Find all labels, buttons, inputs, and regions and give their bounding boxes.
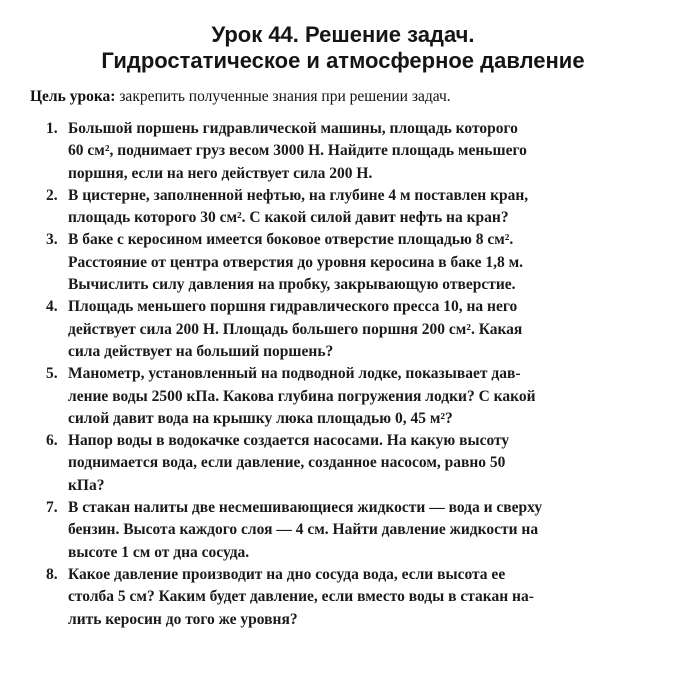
problem-text-line: В баке с керосином имеется боковое отверстие площадью 8 см².: [68, 231, 514, 249]
problem-text-line: высоте 1 см от дна сосуда.: [68, 543, 250, 561]
lesson-goal: [30, 86, 670, 108]
problem-text-line: силой давит вода на крышку люка площадью 0, 45 м²?: [68, 409, 453, 427]
problem-item: [46, 363, 666, 430]
problem-number: 7.: [46, 499, 58, 517]
problem-list: [46, 118, 666, 631]
problem-number: 6.: [46, 432, 58, 450]
problem-text-line: Вычислить силу давления на пробку, закрывающую отверстие.: [68, 276, 516, 294]
problem-text-line: кПа?: [68, 476, 105, 494]
problem-text-line: Какое давление производит на дно сосуда вода, если высота ее: [68, 565, 506, 583]
problem-item: [46, 564, 666, 631]
problem-item: [46, 430, 666, 497]
problem-text-line: поршня, если на него действует сила 200 Н.: [68, 164, 373, 182]
problem-text-line: Площадь меньшего поршня гидравлического пресса 10, на него: [68, 298, 518, 316]
problem-text-line: столба 5 см? Каким будет давление, если вместо воды в стакан на-: [68, 588, 534, 606]
problem-number: 5.: [46, 365, 58, 383]
problem-text-line: Манометр, установленный на подводной лодке, показывает дав-: [68, 365, 521, 383]
lesson-subtitle: Гидростатическое и атмосферное давление: [101, 48, 585, 73]
problem-text-line: поднимается вода, если давление, созданное насосом, равно 50: [68, 454, 506, 472]
problem-text-line: Большой поршень гидравлической машины, площадь которого: [68, 120, 518, 137]
problem-text-line: лить керосин до того же уровня?: [68, 610, 298, 628]
lesson-title: Урок 44. Решение задач.: [211, 22, 475, 47]
problem-number: 1.: [46, 120, 58, 137]
problem-item: [46, 229, 666, 296]
goal-text: закрепить полученные знания при решении задач.: [119, 88, 451, 105]
problem-text-line: В стакан налиты две несмешивающиеся жидкости — вода и сверху: [68, 499, 543, 517]
problem-text-line: Напор воды в водокачке создается насосами. На какую высоту: [68, 432, 510, 450]
problem-text-line: сила действует на больший поршень?: [68, 342, 334, 360]
problem-text-line: площадь которого 30 см². С какой силой давит нефть на кран?: [68, 209, 509, 227]
problem-text-line: Расстояние от центра отверстия до уровня керосина в баке 1,8 м.: [68, 253, 524, 271]
problem-item: [46, 118, 666, 185]
problem-text-line: действует сила 200 Н. Площадь большего поршня 200 см². Какая: [68, 320, 523, 338]
problem-number: 3.: [46, 231, 58, 249]
problem-number: 4.: [46, 298, 58, 316]
goal-label: Цель урока:: [30, 88, 116, 105]
problem-item: [46, 497, 666, 564]
problem-text-line: ление воды 2500 кПа. Какова глубина погружения лодки? С какой: [68, 387, 536, 405]
problem-text-line: В цистерне, заполненной нефтью, на глубине 4 м поставлен кран,: [68, 186, 529, 204]
problem-item: [46, 185, 666, 230]
problem-text-line: бензин. Высота каждого слоя — 4 см. Найти давление жидкости на: [68, 521, 539, 539]
problem-item: [46, 296, 666, 363]
problem-number: 2.: [46, 186, 58, 204]
problem-text-line: 60 см², поднимает груз весом 3000 Н. Найдите площадь меньшего: [68, 142, 527, 160]
problem-number: 8.: [46, 565, 58, 583]
